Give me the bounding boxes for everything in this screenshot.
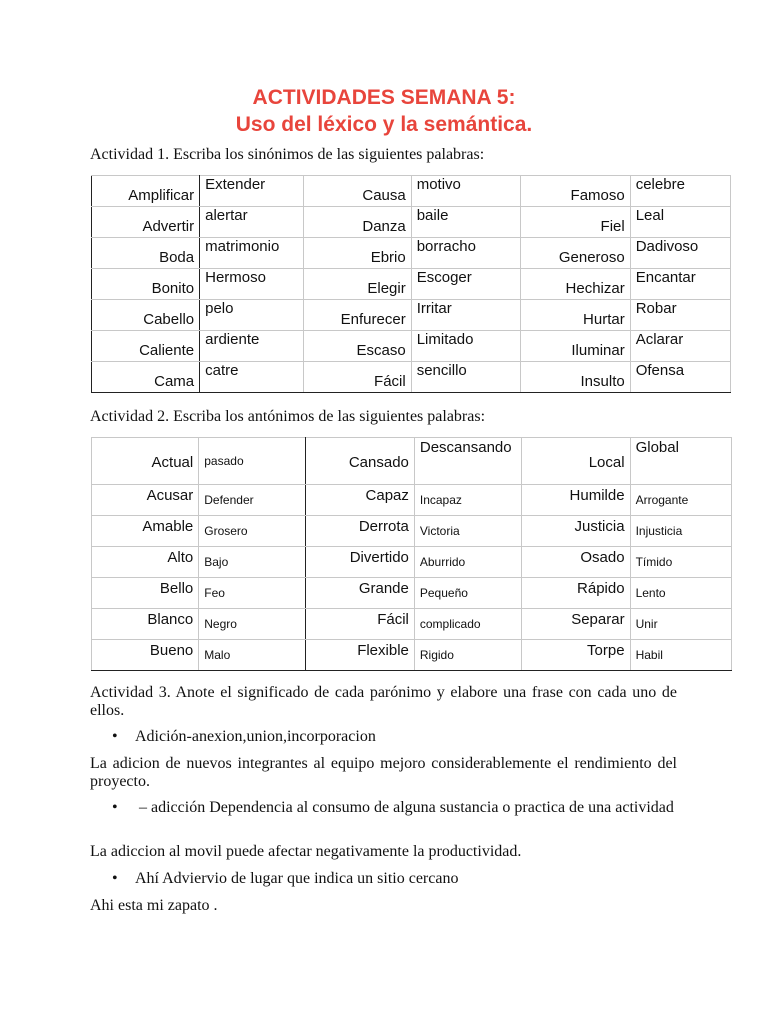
paronym-item-3: Ahí Adviervio de lugar que indica un sitio cercano (135, 870, 459, 887)
synonym-answer: Aclarar (630, 331, 730, 362)
antonym-answer: Aburrido (414, 547, 521, 578)
table-row (92, 438, 732, 485)
antonym-answer: Habil (630, 640, 731, 671)
bullet-icon: • (112, 870, 118, 887)
table-row (92, 578, 732, 609)
synonym-word: Ebrio (303, 238, 411, 269)
antonym-answer: Global (630, 438, 731, 485)
list-item (90, 870, 677, 888)
synonym-answer: celebre (630, 176, 730, 207)
antonym-word: Cansado (306, 438, 414, 485)
table-row (92, 176, 731, 207)
antonym-word: Capaz (306, 485, 414, 516)
list-item (90, 728, 677, 746)
table-row (92, 609, 732, 640)
synonym-answer: baile (411, 207, 520, 238)
synonym-word: Fiel (520, 207, 630, 238)
paronym-list-2 (90, 799, 677, 817)
table-row (92, 640, 732, 671)
antonym-word: Derrota (306, 516, 414, 547)
list-item (90, 799, 677, 817)
antonym-answer: Pequeño (414, 578, 521, 609)
synonym-answer: Leal (630, 207, 730, 238)
antonym-word: Acusar (92, 485, 199, 516)
antonym-answer: pasado (199, 438, 306, 485)
synonym-word: Danza (303, 207, 411, 238)
antonym-answer: Incapaz (414, 485, 521, 516)
synonym-answer: Irritar (411, 300, 520, 331)
antonym-answer: Grosero (199, 516, 306, 547)
synonym-answer: sencillo (411, 362, 520, 393)
synonym-word: Generoso (520, 238, 630, 269)
synonym-word: Causa (303, 176, 411, 207)
antonym-answer: Bajo (199, 547, 306, 578)
antonym-answer: Unir (630, 609, 731, 640)
synonym-word: Escaso (303, 331, 411, 362)
antonym-word: Actual (92, 438, 199, 485)
synonym-answer: borracho (411, 238, 520, 269)
synonym-answer: Escoger (411, 269, 520, 300)
synonym-word: Elegir (303, 269, 411, 300)
activity-1-heading: Actividad 1. Escriba los sinónimos de las siguientes palabras: (90, 146, 485, 163)
bullet-icon: • (112, 799, 118, 816)
synonym-answer: motivo (411, 176, 520, 207)
antonym-word: Rápido (522, 578, 630, 609)
table-row (92, 300, 731, 331)
antonym-word: Bello (92, 578, 199, 609)
synonym-word: Insulto (520, 362, 630, 393)
synonym-answer: Robar (630, 300, 730, 331)
synonym-answer: pelo (200, 300, 303, 331)
table-row (92, 485, 732, 516)
antonym-word: Local (522, 438, 630, 485)
synonym-word: Bonito (92, 269, 200, 300)
table-row (92, 238, 731, 269)
antonym-answer: Defender (199, 485, 306, 516)
example-sentence-2: La adiccion al movil puede afectar negativamente la productividad. (90, 843, 522, 860)
synonym-answer: catre (200, 362, 303, 393)
antonym-answer: Victoria (414, 516, 521, 547)
antonym-word: Justicia (522, 516, 630, 547)
paronym-item-1: Adición-anexion,union,incorporacion (135, 728, 376, 745)
antonym-word: Blanco (92, 609, 199, 640)
antonym-answer: Rigido (414, 640, 521, 671)
synonym-answer: alertar (200, 207, 303, 238)
synonym-word: Boda (92, 238, 200, 269)
antonym-answer: Arrogante (630, 485, 731, 516)
antonym-word: Bueno (92, 640, 199, 671)
synonym-word: Hechizar (520, 269, 630, 300)
title-line-1: ACTIVIDADES SEMANA 5: (252, 86, 516, 109)
synonym-word: Caliente (92, 331, 200, 362)
synonym-answer: Ofensa (630, 362, 730, 393)
synonym-word: Fácil (303, 362, 411, 393)
antonym-word: Divertido (306, 547, 414, 578)
antonym-word: Grande (306, 578, 414, 609)
antonym-word: Torpe (522, 640, 630, 671)
synonym-word: Famoso (520, 176, 630, 207)
antonym-answer: Lento (630, 578, 731, 609)
paronym-list-1 (90, 728, 677, 746)
synonym-word: Iluminar (520, 331, 630, 362)
example-sentence-1: La adicion de nuevos integrantes al equipo mejoro considerablemente el rendimiento del proyecto. (90, 755, 677, 790)
antonyms-table (91, 437, 732, 671)
antonym-word: Humilde (522, 485, 630, 516)
synonym-word: Amplificar (92, 176, 200, 207)
antonym-word: Amable (92, 516, 199, 547)
synonym-answer: matrimonio (200, 238, 303, 269)
synonym-word: Enfurecer (303, 300, 411, 331)
antonym-answer: Tímido (630, 547, 731, 578)
antonym-answer: Malo (199, 640, 306, 671)
synonym-word: Advertir (92, 207, 200, 238)
synonym-answer: Extender (200, 176, 303, 207)
antonym-word: Separar (522, 609, 630, 640)
antonym-answer: complicado (414, 609, 521, 640)
synonym-word: Hurtar (520, 300, 630, 331)
antonym-answer: Descansando (414, 438, 521, 485)
example-sentence-3: Ahi esta mi zapato . (90, 897, 218, 914)
synonym-answer: Encantar (630, 269, 730, 300)
antonym-word: Osado (522, 547, 630, 578)
table-row (92, 331, 731, 362)
paronym-item-2: – adicción Dependencia al consumo de alguna sustancia o practica de una actividad (135, 799, 674, 816)
antonym-word: Fácil (306, 609, 414, 640)
antonym-answer: Negro (199, 609, 306, 640)
table-row (92, 269, 731, 300)
paronym-list-3 (90, 870, 677, 888)
synonym-answer: Dadivoso (630, 238, 730, 269)
activity-3-heading: Actividad 3. Anote el significado de cada parónimo y elabore una frase con cada uno de ellos. (90, 684, 677, 719)
antonym-word: Flexible (306, 640, 414, 671)
table-row (92, 362, 731, 393)
activity-2-heading: Actividad 2. Escriba los antónimos de las siguientes palabras: (90, 408, 486, 425)
synonym-answer: Hermoso (200, 269, 303, 300)
table-row (92, 207, 731, 238)
antonym-word: Alto (92, 547, 199, 578)
synonyms-table (91, 175, 731, 393)
table-row (92, 516, 732, 547)
table-row (92, 547, 732, 578)
antonym-answer: Injusticia (630, 516, 731, 547)
antonym-answer: Feo (199, 578, 306, 609)
synonym-answer: Limitado (411, 331, 520, 362)
bullet-icon: • (112, 728, 118, 745)
title-line-2: Uso del léxico y la semántica. (235, 113, 533, 136)
synonym-word: Cabello (92, 300, 200, 331)
synonym-answer: ardiente (200, 331, 303, 362)
synonym-word: Cama (92, 362, 200, 393)
